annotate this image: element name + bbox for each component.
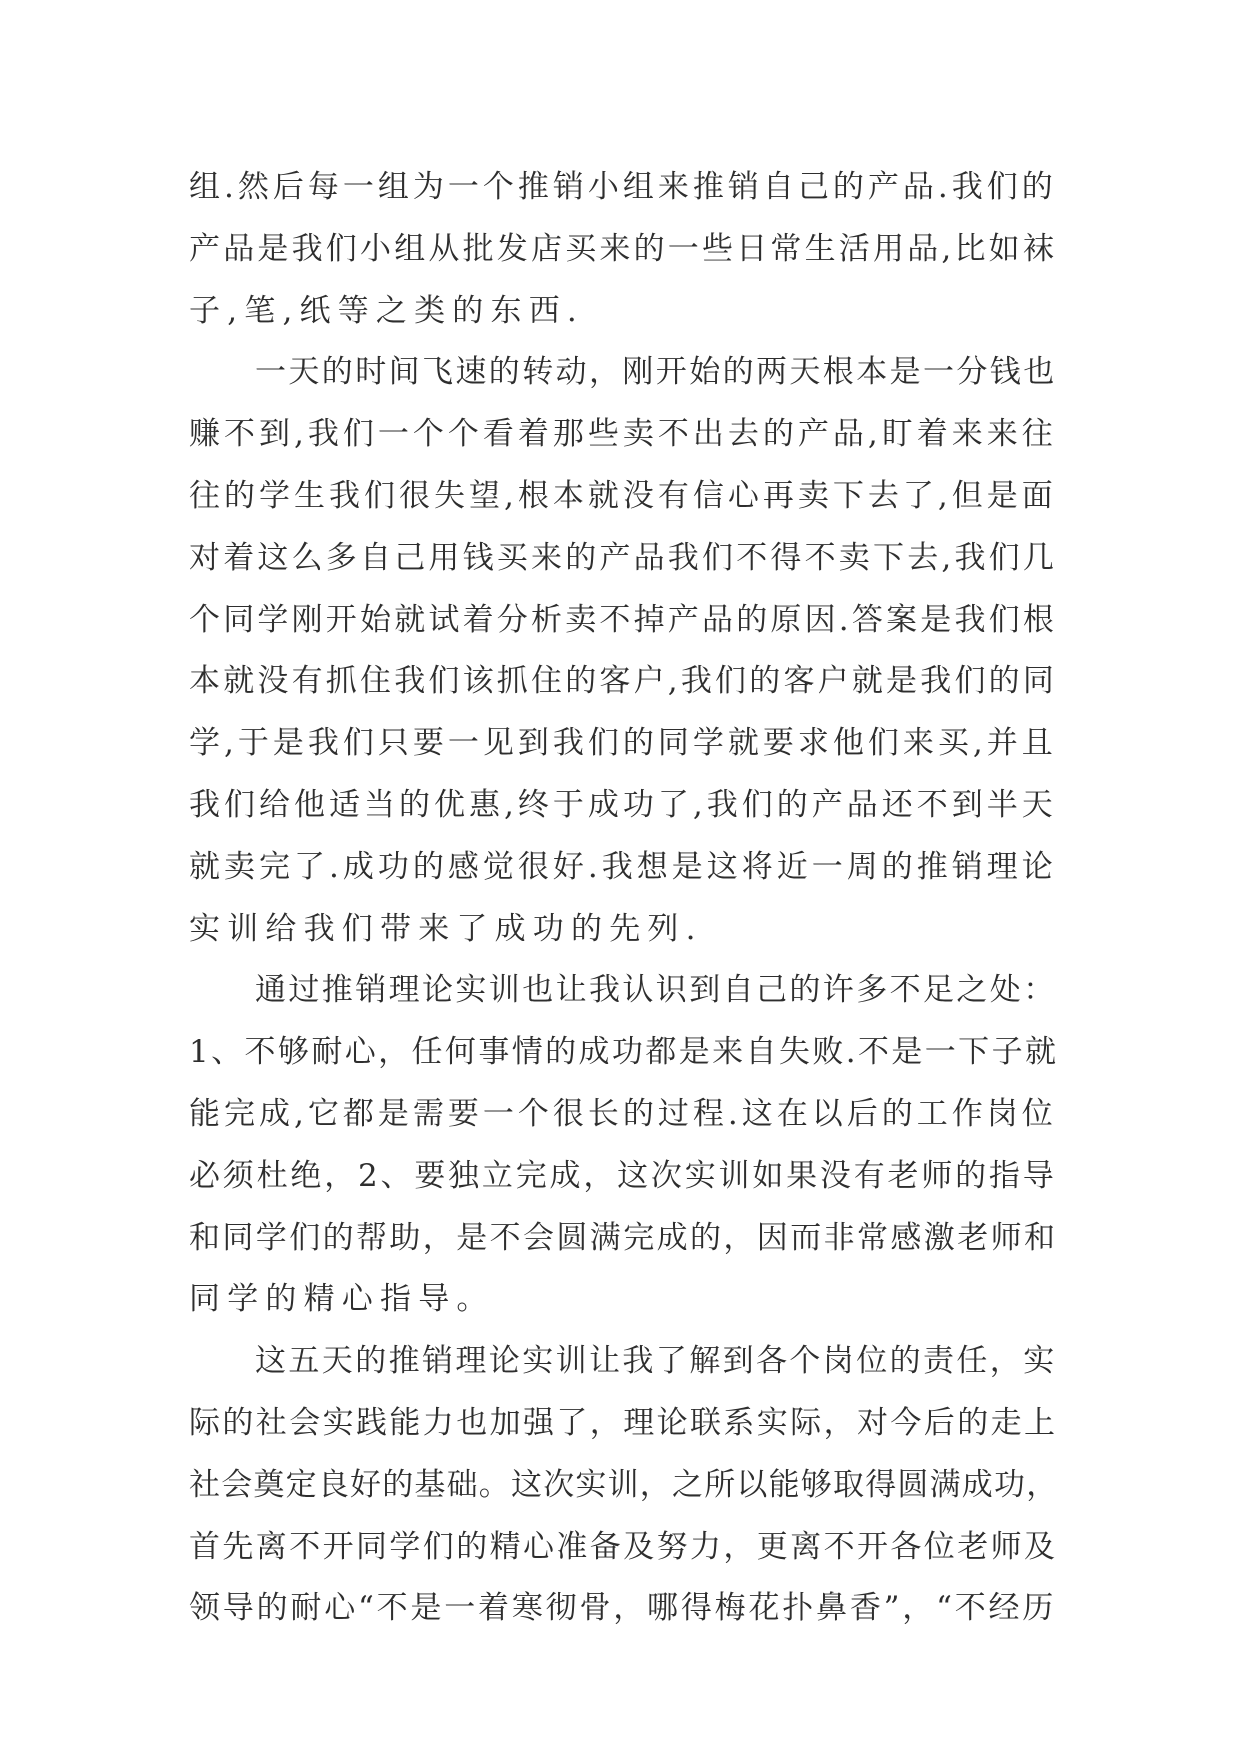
text-line: 学,于是我们只要一见到我们的同学就要求他们来买,并且 <box>189 725 1057 762</box>
text-line: 赚不到,我们一个个看着那些卖不出去的产品,盯着来来往 <box>189 416 1057 453</box>
text-line: 同学的精心指导。 <box>189 1281 495 1318</box>
text-line: 能完成,它都是需要一个很长的过程.这在以后的工作岗位 <box>189 1095 1057 1132</box>
text-line: 往的学生我们很失望,根本就没有信心再卖下去了,但是面 <box>189 477 1057 514</box>
text-line: 社会奠定良好的基础。这次实训，之所以能够取得圆满成功， <box>189 1466 1059 1503</box>
text-line: 一天的时间飞速的转动，刚开始的两天根本是一分钱也 <box>255 354 1057 391</box>
text-line: 领导的耐心“不是一着寒彻骨，哪得梅花扑鼻香”，“不经历 <box>189 1590 1057 1627</box>
text-line: 产品是我们小组从批发店买来的一些日常生活用品,比如袜 <box>189 230 1058 267</box>
text-line: 个同学刚开始就试着分析卖不掉产品的原因.答案是我们根 <box>189 601 1058 638</box>
text-line: 我们给他适当的优惠,终于成功了,我们的产品还不到半天 <box>189 786 1057 823</box>
text-line: 1、不够耐心，任何事情的成功都是来自失败.不是一下子就 <box>189 1034 1059 1071</box>
text-line: 就卖完了.成功的感觉很好.我想是这将近一周的推销理论 <box>189 848 1057 885</box>
document-body <box>189 157 1059 1640</box>
text-line: 首先离不开同学们的精心准备及努力，更离不开各位老师及 <box>189 1528 1058 1565</box>
text-line: 这五天的推销理论实训让我了解到各个岗位的责任，实 <box>255 1343 1057 1380</box>
text-line: 和同学们的帮助，是不会圆满完成的，因而非常感激老师和 <box>189 1219 1058 1256</box>
text-line: 际的社会实践能力也加强了，理论联系实际，对今后的走上 <box>189 1404 1058 1441</box>
text-line: 组.然后每一组为一个推销小组来推销自己的产品.我们的 <box>189 169 1057 205</box>
text-line: 本就没有抓住我们该抓住的客户,我们的客户就是我们的同 <box>189 663 1058 700</box>
text-line: 实训给我们带来了成功的先列. <box>189 910 703 947</box>
text-line: 子,笔,纸等之类的东西. <box>189 292 584 329</box>
text-line: 必须杜绝，2、要独立完成，这次实训如果没有老师的指导 <box>189 1157 1057 1194</box>
text-line: 对着这么多自己用钱买来的产品我们不得不卖下去,我们几 <box>189 539 1058 576</box>
text-line: 通过推销理论实训也让我认识到自己的许多不足之处： <box>255 972 1057 1009</box>
